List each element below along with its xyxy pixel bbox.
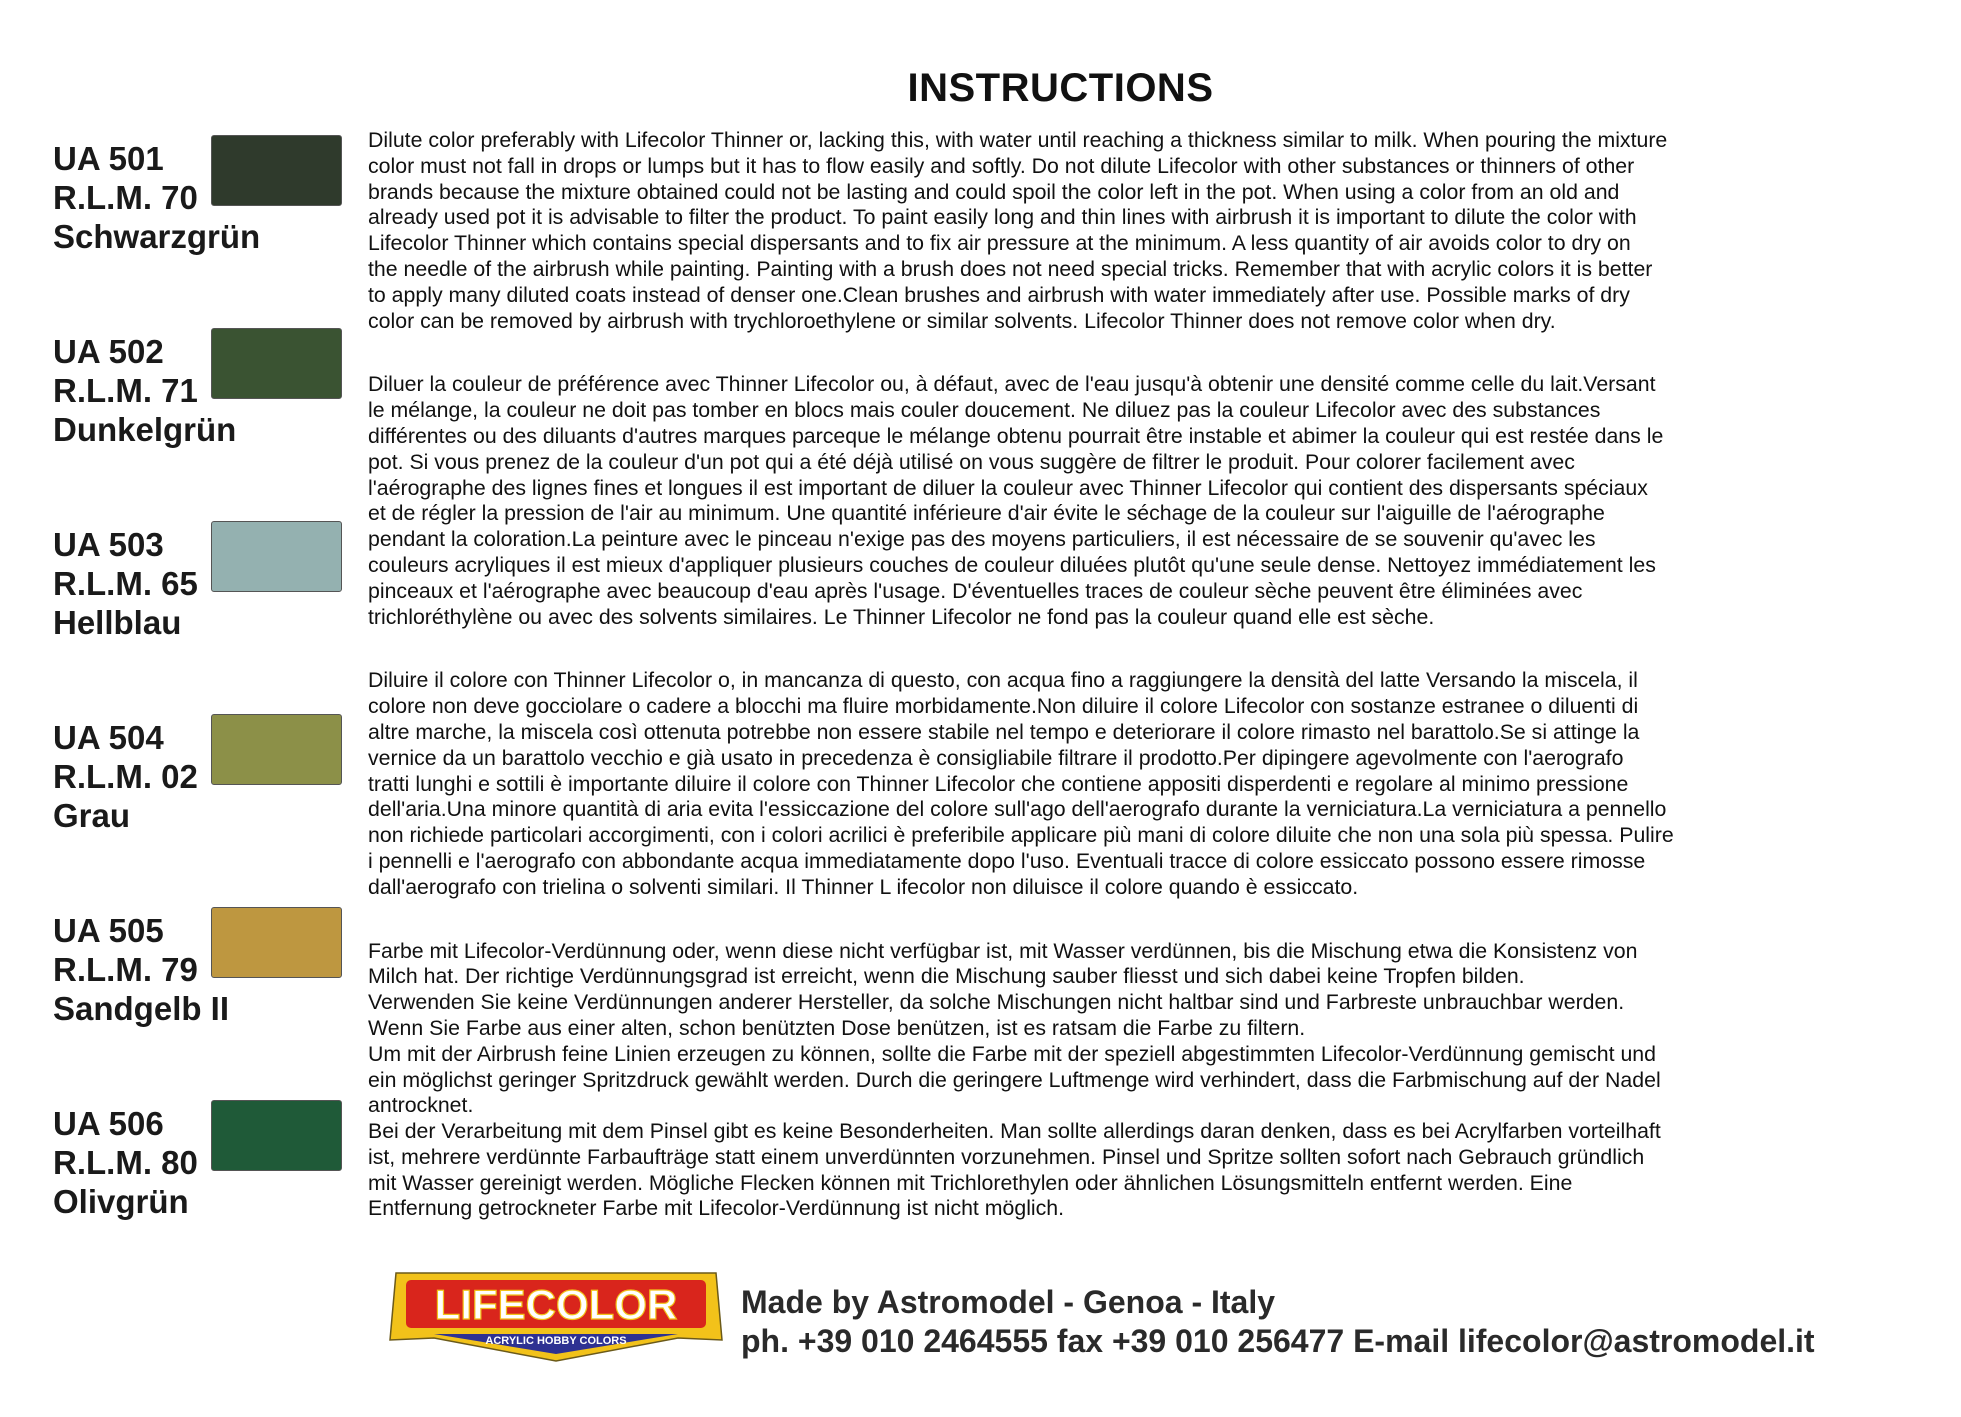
- swatch-list: [53, 133, 353, 1291]
- color-chip: [211, 328, 342, 399]
- swatch-name: Olivgrün: [53, 1183, 189, 1220]
- swatch-item: [53, 133, 353, 326]
- instructions-french: Diluer la couleur de préférence avec Thinner Lifecolor ou, à défaut, avec de l'eau jusqu'à obtenir une densité comme celle du lait.Versant le mélange, la couleur ne doit pas tomber en blocs mais couler doucement. Ne diluez pas la couleur Lifecolor avec des substances différentes ou des diluants d'autres marques parceque le mélange obtenu pourrait être instable et abimer la couleur qui est restée dans le pot. Si vous prenez de la couleur d'un pot qui a été déjà utilisé on vous suggère de filtrer le produit. Pour colorer facilement avec l'aérographe des lignes fines et longues il est important de diluer la couleur avec Thinner Lifecolor qui contient des dispersants spéciaux et de régler la pression de l'air au minimum. Une quantité inférieure d'air évite le séchage de la couleur sur l'aiguille de l'aérographe pendant la coloration.La peinture avec le pinceau n'exige pas des moyens particuliers, il est nécessaire de se souvenir qu'avec les couleurs acryliques il est mieux d'appliquer plusieurs couches de couleur diluées plutôt qu'une seule dense. Nettoyez immédiatement les pinceaux et l'aérographe avec beaucoup d'eau après l'usage. D'éventuelles traces de couleur sèche peuvent être éliminées avec trichloréthylène ou avec des solvents similaires. Le Thinner Lifecolor ne fond pas la couleur quand elle est sèche.: [368, 372, 1664, 629]
- swatch-code: UA 504: [53, 719, 164, 756]
- swatch-label: [53, 911, 229, 1028]
- logo-tagline-text: ACRYLIC HOBBY COLORS: [485, 1335, 627, 1347]
- manufacturer-line: Made by Astromodel - Genoa - Italy: [741, 1284, 1276, 1320]
- swatch-label: [53, 1104, 198, 1221]
- swatch-rlm: R.L.M. 70: [53, 179, 198, 216]
- logo-brand-text: LIFECOLOR: [434, 1281, 678, 1328]
- swatch-name: Sandgelb II: [53, 990, 230, 1027]
- lifecolor-logo: [386, 1268, 726, 1364]
- swatch-label: [53, 718, 198, 835]
- swatch-rlm: R.L.M. 02: [53, 758, 198, 795]
- swatch-rlm: R.L.M. 71: [53, 372, 198, 409]
- color-chip: [211, 1100, 342, 1171]
- swatch-label: [53, 332, 236, 449]
- swatch-item: [53, 326, 353, 519]
- swatch-name: Grau: [53, 797, 131, 834]
- swatch-code: UA 506: [53, 1105, 164, 1142]
- swatch-code: UA 503: [53, 526, 164, 563]
- swatch-item: [53, 1098, 353, 1291]
- swatch-code: UA 501: [53, 140, 164, 177]
- swatch-name: Hellblau: [53, 604, 182, 641]
- instructions-italian: Diluire il colore con Thinner Lifecolor o, in mancanza di questo, con acqua fino a raggiungere la densità del latte Versando la miscela, il colore non deve gocciolare o cadere a blocchi ma fluire morbidamente.Non diluire il colore Lifecolor con sostanze estranee o diluenti di altre marche, la miscela così ottenuta potrebbe non essere stabile nel tempo e deteriorare il colore rimasto nel barattolo.Se si attinge la vernice da un barattolo vecchio e già usato in precedenza è consigliabile filtrare il prodotto.Per dipingere agevolmente con l'aerografo tratti lunghi e sottili è importante diluire il colore con Thinner Lifecolor che contiene appositi disperdenti e regolare al minimo pressione dell'aria.Una minore quantità di aria evita l'essiccazione del colore sull'ago dell'aerografo durante la verniciatura.La verniciatura a pennello non richiede particolari accorgimenti, con i colori acrilici è preferibile applicare più mani di colore diluite che non una sola più spessa. Pulire i pennelli e l'aerografo con abbondante acqua immediatamente dopo l'uso. Eventuali tracce di colore essiccato possono essere rimosse dall'aerografo con trielina o solventi similari. Il Thinner L ifecolor non diluisce il colore quando è essiccato.: [368, 668, 1674, 899]
- swatch-item: [53, 519, 353, 712]
- instructions-english: Dilute color preferably with Lifecolor Thinner or, lacking this, with water until reaching a thickness similar to milk. When pouring the mixture color must not fall in drops or lumps but it has to flow easily and softly. Do not dilute Lifecolor with other substances or thinners of other brands because the mixture obtained could not be lasting and could spoil the color left in the pot. When using a color from an old and already used pot it is advisable to filter the product. To paint easily long and thin lines with airbrush it is important to dilute the color with Lifecolor Thinner which contains special dispersants and to fix air pressure at the minimum. A less quantity of air avoids color to dry on the needle of the airbrush while painting. Painting with a brush does not need special tricks. Remember that with acrylic colors it is better to apply many diluted coats instead of denser one.Clean brushes and airbrush with water immediately after use. Possible marks of dry color can be removed by airbrush with trychloroethylene or similar solvents. Lifecolor Thinner does not remove color when dry.: [368, 128, 1668, 333]
- swatch-name: Dunkelgrün: [53, 411, 237, 448]
- swatch-label: [53, 525, 198, 642]
- instructions-german: Farbe mit Lifecolor-Verdünnung oder, wenn diese nicht verfügbar ist, mit Wasser verdünnen, bis die Mischung etwa die Konsistenz von Milch hat. Der richtige Verdünnungsgrad ist erreicht, wenn die Mischung sauber fliesst und sich dabei keine Tropfen bilden. Verwenden Sie keine Verdünnungen anderer Hersteller, da solche Mischungen nicht haltbar sind und Farbreste unbrauchbar werden. Wenn Sie Farbe aus einer alten, schon benützten Dose benützen, ist es ratsam die Farbe zu filtern. Um mit der Airbrush feine Linien erzeugen zu können, sollte die Farbe mit der speziell abgestimmten Lifecolor-Verdünnung gemischt und ein möglichst geringer Spritzdruck gewählt werden. Durch die geringere Luftmenge wird verhindert, dass die Farbmischung auf der Nadel antrocknet. Bei der Verarbeitung mit dem Pinsel gibt es keine Besonderheiten. Man sollte allerdings daran denken, dass es bei Acrylfarben vorteilhaft ist, mehrere verdünnte Farbaufträge statt einem unverdünnten vorzunehmen. Pinsel und Spritze sollten sofort nach Gebrauch gründlich mit Wasser gereinigt werden. Mögliche Flecken können mit Trichlorethylen oder ähnlichen Lösungsmitteln entfernt werden. Eine Entfernung getrockneter Farbe mit Lifecolor-Verdünnung ist nicht möglich.: [368, 938, 1661, 1221]
- swatch-item: [53, 712, 353, 905]
- instructions-text: [368, 128, 1918, 1222]
- color-chip: [211, 907, 342, 978]
- swatch-code: UA 502: [53, 333, 164, 370]
- swatch-item: [53, 905, 353, 1098]
- contact-line: ph. +39 010 2464555 fax +39 010 256477 E-mail lifecolor@astromodel.it: [741, 1323, 1815, 1359]
- color-chip: [211, 135, 342, 206]
- color-chip: [211, 521, 342, 592]
- swatch-rlm: R.L.M. 80: [53, 1144, 198, 1181]
- contact-info: [741, 1283, 1815, 1361]
- swatch-rlm: R.L.M. 65: [53, 565, 198, 602]
- page-title: INSTRUCTIONS: [907, 66, 1214, 110]
- swatch-code: UA 505: [53, 912, 164, 949]
- swatch-rlm: R.L.M. 79: [53, 951, 198, 988]
- color-chip: [211, 714, 342, 785]
- swatch-name: Schwarzgrün: [53, 218, 261, 255]
